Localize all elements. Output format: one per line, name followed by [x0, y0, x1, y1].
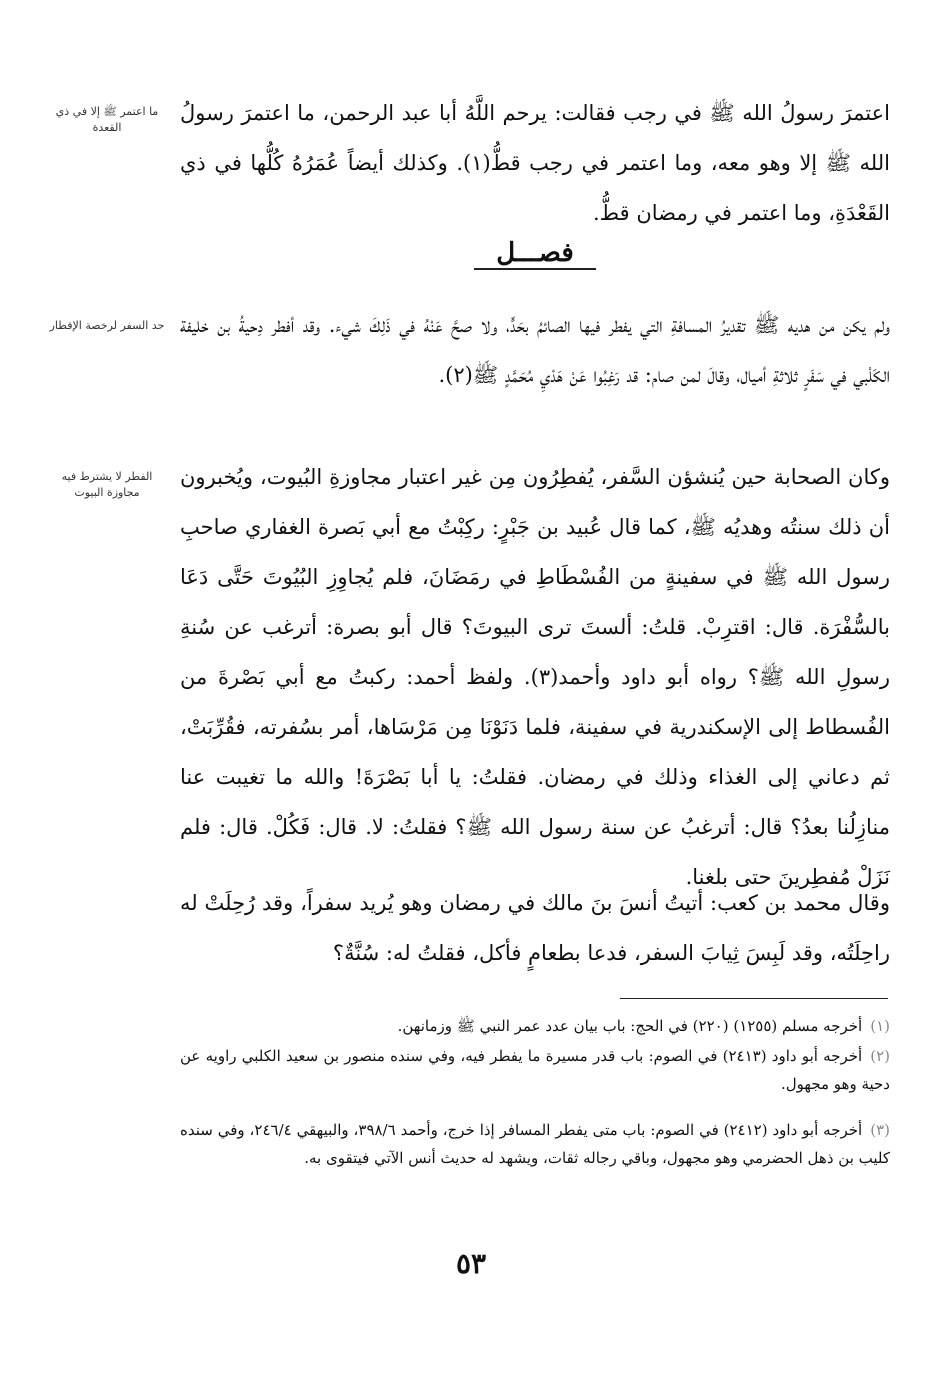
margin-note: ما اعتمر ﷺ إلا في ذي القعدة [55, 105, 159, 134]
margin-note: حد السفر لرخصة الإفطار [49, 319, 165, 332]
footnote [180, 1116, 890, 1172]
footnote-text: أخرجه مسلم (١٢٥٥) (٢٢٠) في الحج: باب بيان عدد عمر النبي ﷺ وزمانهن. [397, 1017, 863, 1035]
footnote-text: أخرجه أبو داود (٢٤١٣) في الصوم: باب قدر مسيرة ما يفطر فيه، وفي سنده منصور بن سعيد الكلبي راويه عن دحية وهو مجهول. [180, 1047, 890, 1093]
footnote-number: (١) [870, 1017, 890, 1035]
section-heading-text: فصـــل [474, 238, 596, 270]
paragraph-text: اعتمرَ رسولُ الله ﷺ في رجب فقالت: يرحم اللَّهُ أبا عبد الرحمن، ما اعتمرَ رسولُ الله ﷺ إلا وهو معه، وما اعتمر في رجب قطُّ(١). وكذلك أيضاً عُمَرُهُ كُلُّها في ذي القَعْدَةِ، وما اعتمر في رمضان قطُّ. [180, 101, 890, 225]
footnote [180, 1042, 890, 1098]
page-number: ٥٣ [455, 1247, 487, 1280]
paragraph-text: ولم يكن من هديه ﷺ تقديرُ المسافةِ التي يفطر فيها الصائمُ بحَدٍّ، ولا صحَّ عَنْهُ في ذَلِكَ شيء. وقد أفطر دِحيةُ بن خليفة الكَلْبي في سَفَرٍ ثلاثةِ أميال، وقالَ لمن صام: قد رَغِبُوا عَنْ هَدْيِ مُحَمَّدٍ ﷺ(٢). [180, 313, 890, 387]
paragraph [180, 300, 890, 400]
margin-note: الفطر لا يشترط فيه مجاوزة البيوت [61, 470, 153, 499]
section-heading [180, 238, 890, 270]
paragraph-text: وقال محمد بن كعب: أتيتُ أنسَ بنَ مالك في رمضان وهو يُريد سفراً، وقد رُحِلَتْ له راحِلَتُه، وقد لَبِسَ ثِيابَ السفر، فدعا بطعامٍ فأكل، فقلتُ له: سُنَّةٌ؟ [180, 891, 890, 965]
paragraph [180, 452, 890, 902]
paragraph [180, 88, 890, 238]
footnote-divider [620, 998, 888, 999]
paragraph-text: وكان الصحابة حين يُنشؤن السَّفر، يُفطِرُون مِن غير اعتبار مجاوزةِ البُيوت، ويُخبرون أن ذلك سنتُه وهديُه ﷺ، كما قال عُبيد بن جَبْرٍ: ركِبْتُ مع أبي بَصرة الغفاري صاحبِ رسول الله ﷺ في سفينةٍ من الفُسْطَاطِ في رمَضَانَ، فلم يُجاوِزِ البُيُوتَ حَتَّى دَعَا بالسُّفْرَة. قال: اقترِبْ. قلتُ: ألستَ ترى البيوتَ؟ قال أبو بصرة: أترغب عن سُنةِ رسولِ الله ﷺ؟ رواه أبو داود وأحمد(٣). ولفظ أحمد: ركبتُ مع أبي بَصْرةَ من الفُسطاط إلى الإسكندرية في سفينة، فلما دَنَوْنَا مِن مَرْسَاها، أمر بسُفرته، فقُرِّبَتْ، ثم دعاني إلى الغذاء وذلك في رمضان. فقلتُ: يا أبا بَصْرَةَ! والله ما تغيبت عنا منازِلُنا بعدُ؟ قال: أترغبُ عن سنة رسول الله ﷺ؟ فقلتُ: لا. قال: فَكُلْ. قال: فلم نَزَلْ مُفطِرينَ حتى بلغنا. [180, 465, 891, 889]
footnote-number: (٣) [870, 1121, 890, 1139]
footnote [180, 1012, 890, 1040]
footnote-number: (٢) [870, 1047, 890, 1065]
paragraph [180, 878, 890, 978]
footnote-text: أخرجه أبو داود (٢٤١٢) في الصوم: باب متى يفطر المسافر إذا خرج، وأحمد ٣٩٨/٦، والبيهقي ٢٤٦/٤، وفي سنده كليب بن ذهل الحضرمي وهو مجهول، وباقي رجاله ثقات، ويشهد له حديث أنس الآتي فيتقوى به. [180, 1121, 890, 1167]
